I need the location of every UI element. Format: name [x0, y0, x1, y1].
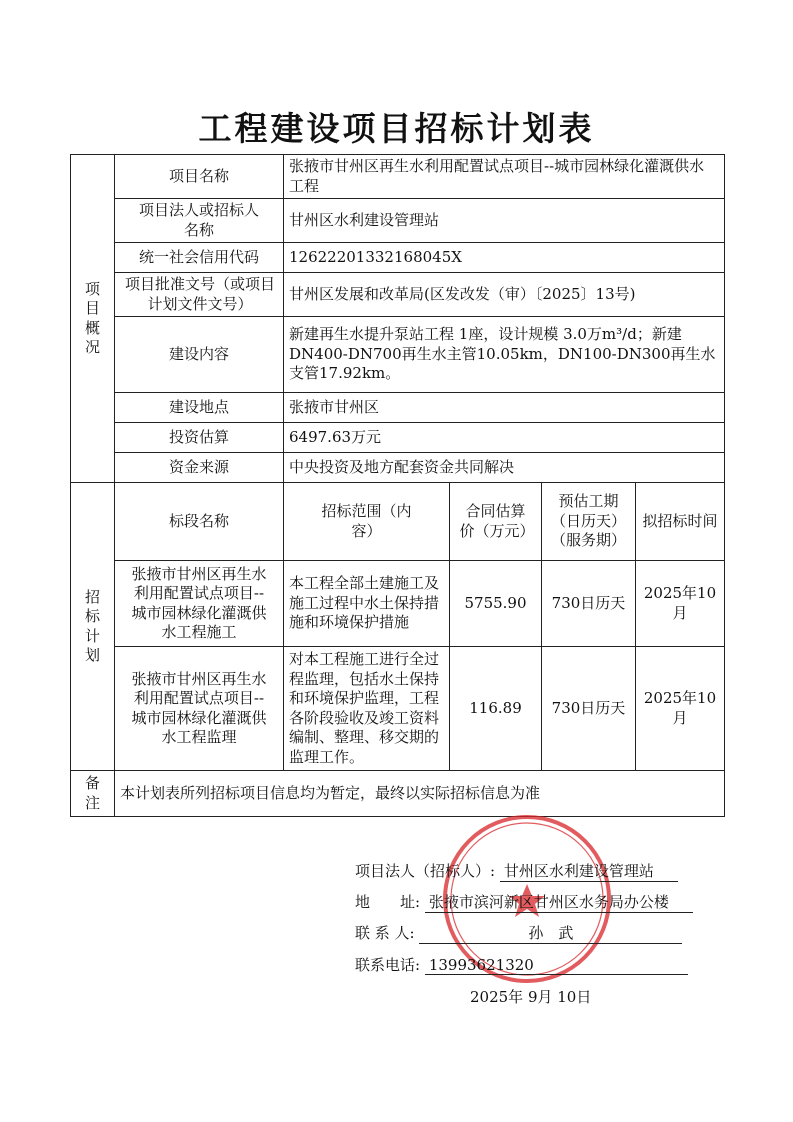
overview-label: 建设地点: [115, 393, 284, 423]
contact-line: [355, 922, 682, 944]
overview-value: 新建再生水提升泵站工程 1座，设计规模 3.0万m³/d；新建DN400-DN700再生水主管10.05km，DN100-DN300再生水支管17.92km。: [284, 317, 725, 393]
overview-label: 建设内容: [115, 317, 284, 393]
plan-name: 张掖市甘州区再生水利用配置试点项目--城市园林绿化灌溉供水工程施工: [115, 561, 284, 647]
overview-value: 中央投资及地方配套资金共同解决: [284, 453, 725, 483]
sign-date: 2025年 9月 10日: [470, 988, 592, 1006]
remarks-text: 本计划表所列招标项目信息均为暂定，最终以实际招标信息为准: [115, 771, 725, 817]
page-title: 工程建设项目招标计划表: [198, 109, 595, 148]
contact-label: 联 系 人:: [355, 924, 415, 942]
address-label: 地 址:: [355, 893, 421, 911]
plan-scope: 对本工程施工进行全过程监理，包括水土保持和环境保护监理，工程各阶段验收及竣工资料编制、整理、移交期的监理工作。: [284, 647, 450, 771]
legal-person-value: 甘州区水利建设管理站: [500, 860, 678, 882]
overview-row-legal-person: [71, 199, 725, 243]
overview-row-funding: [71, 453, 725, 483]
plan-header: 标段名称: [115, 483, 284, 561]
overview-value: 甘州区发展和改革局(区发改发（审）〔2025〕13号): [284, 273, 725, 317]
overview-label: 项目名称: [115, 155, 284, 199]
overview-label: 项目法人或招标人名称: [115, 199, 284, 243]
plan-section-label: 招 标 计 划: [71, 483, 115, 771]
overview-value: 张掖市甘州区: [284, 393, 725, 423]
address-value: 张掖市滨河新区甘州区水务局办公楼: [425, 891, 693, 913]
plan-header: 拟招标时间: [636, 483, 725, 561]
overview-row-location: [71, 393, 725, 423]
overview-label: 项目批准文号（或项目计划文件文号）: [115, 273, 284, 317]
overview-row-content: [71, 317, 725, 393]
phone-label: 联系电话:: [355, 956, 421, 974]
overview-value: 甘州区水利建设管理站: [284, 199, 725, 243]
plan-price: 5755.90: [450, 561, 542, 647]
overview-label: 统一社会信用代码: [115, 243, 284, 273]
plan-header-row: [71, 483, 725, 561]
plan-header: 招标范围（内容）: [284, 483, 450, 561]
plan-time: 2025年10月: [636, 647, 725, 771]
phone-line: [355, 954, 688, 975]
overview-label: 投资估算: [115, 423, 284, 453]
plan-header: 预估工期（日历天）（服务期）: [542, 483, 636, 561]
plan-header: 合同估算价（万元）: [450, 483, 542, 561]
contact-value: 孙 武: [419, 922, 682, 944]
plan-scope: 本工程全部土建施工及施工过程中水土保持措施和环境保护措施: [284, 561, 450, 647]
overview-row-project-name: [71, 155, 725, 199]
plan-time: 2025年10月: [636, 561, 725, 647]
plan-row: [71, 647, 725, 771]
address-line: [355, 891, 693, 913]
plan-period: 730日历天: [542, 561, 636, 647]
remarks-label: 备 注: [71, 771, 115, 817]
bidding-plan-table: [70, 154, 725, 817]
legal-person-line: [355, 860, 678, 882]
plan-price: 116.89: [450, 647, 542, 771]
overview-value: 12622201332168045X: [284, 243, 725, 273]
plan-period: 730日历天: [542, 647, 636, 771]
overview-row-credit-code: [71, 243, 725, 273]
overview-value: 张掖市甘州区再生水利用配置试点项目--城市园林绿化灌溉供水工程: [284, 155, 725, 199]
overview-section-label: 项 目 概 况: [71, 155, 115, 483]
legal-person-label: 项目法人（招标人）:: [355, 862, 496, 880]
plan-row: [71, 561, 725, 647]
phone-value: 13993621320: [425, 956, 688, 975]
overview-value: 6497.63万元: [284, 423, 725, 453]
overview-row-investment: [71, 423, 725, 453]
remarks-row: [71, 771, 725, 817]
plan-name: 张掖市甘州区再生水利用配置试点项目--城市园林绿化灌溉供水工程监理: [115, 647, 284, 771]
overview-row-approval: [71, 273, 725, 317]
overview-label: 资金来源: [115, 453, 284, 483]
